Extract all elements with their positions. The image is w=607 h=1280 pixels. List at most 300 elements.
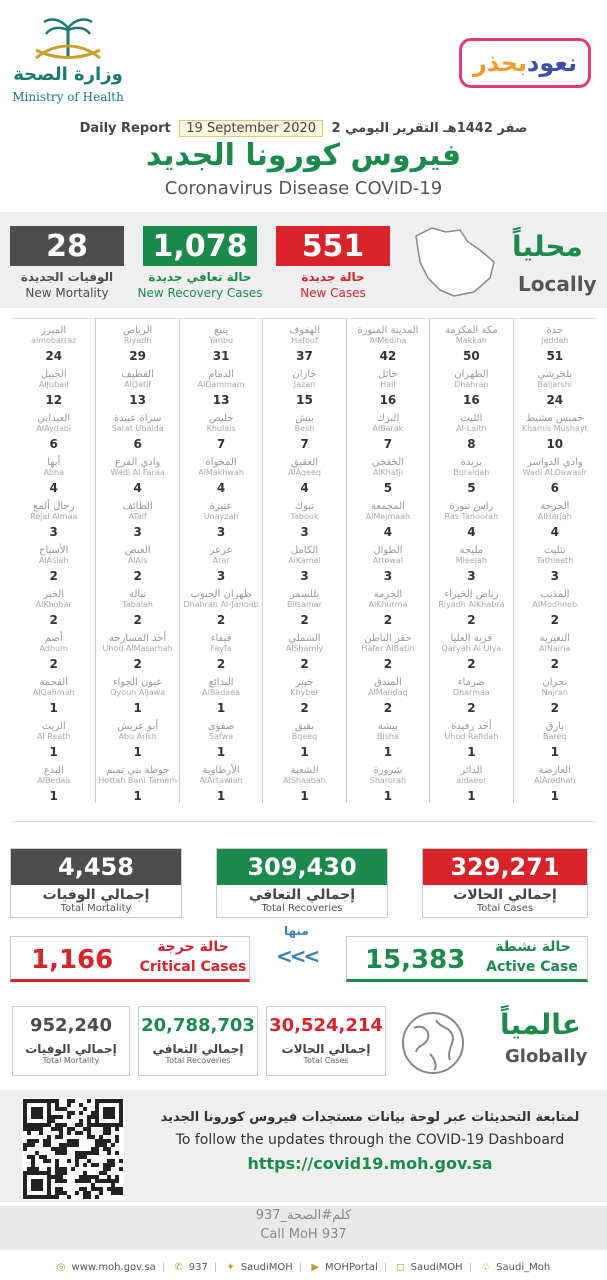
new-cases-value: 551 bbox=[276, 226, 390, 266]
total-cases-label-ar: إجمالي الحالات bbox=[453, 887, 557, 903]
city-name-ar: المدينة المنورة bbox=[357, 325, 419, 336]
city-case-count: 24 bbox=[45, 349, 63, 363]
city-case-count: 2 bbox=[383, 701, 393, 715]
city-cell bbox=[95, 715, 178, 759]
city-name-ar: الخرمة bbox=[373, 589, 403, 600]
arrows-icon: <<< bbox=[276, 944, 318, 968]
city-case-count: 1 bbox=[133, 745, 142, 759]
city-name-ar: شرورة bbox=[373, 765, 403, 776]
dashboard-link[interactable]: https://covid19.moh.gov.sa bbox=[247, 1154, 493, 1173]
city-cell bbox=[12, 715, 95, 759]
global-recoveries-label-en: Total Recoveries bbox=[165, 1056, 231, 1065]
city-name-en: Wadi Al Faraa bbox=[110, 468, 165, 477]
city-case-count: 50 bbox=[463, 349, 480, 363]
city-name-en: Hail bbox=[380, 380, 396, 389]
city-name-ar: عيون الجواء bbox=[112, 677, 163, 688]
city-name-en: Arar bbox=[212, 556, 230, 565]
city-case-count: 2 bbox=[383, 657, 393, 671]
city-cell bbox=[95, 759, 178, 803]
city-cell bbox=[346, 407, 429, 451]
city-name-en: Al Reath bbox=[36, 732, 71, 741]
city-cell bbox=[179, 539, 262, 583]
city-name-en: Rejal Almaa bbox=[30, 512, 78, 521]
city-name-ar: العيص bbox=[124, 545, 151, 556]
city-case-count: 13 bbox=[212, 393, 230, 407]
city-name-en: AlAqeeq bbox=[287, 468, 322, 477]
city-cell bbox=[346, 363, 429, 407]
twitter-icon: ✦ bbox=[226, 1262, 235, 1273]
city-cell bbox=[262, 627, 345, 671]
city-name-en: AlQahmah bbox=[32, 688, 75, 697]
city-cell bbox=[12, 451, 95, 495]
footer-snapchat[interactable]: Saudi_Moh bbox=[496, 1262, 551, 1273]
city-name-en: Oyoun AlJawa bbox=[110, 688, 166, 697]
city-cell bbox=[12, 627, 95, 671]
city-case-count: 7 bbox=[383, 437, 393, 451]
city-case-count: 37 bbox=[296, 349, 313, 363]
total-mortality-label-ar: إجمالي الوفيات bbox=[42, 887, 150, 903]
city-cell bbox=[346, 495, 429, 539]
city-cell bbox=[513, 627, 596, 671]
city-case-count: 15 bbox=[296, 393, 313, 407]
city-name-ar: المجمعة bbox=[370, 501, 405, 512]
city-case-count: 4 bbox=[49, 481, 58, 495]
badge-part-1: نعود bbox=[527, 49, 577, 77]
city-name-ar: العقيق bbox=[290, 457, 319, 468]
city-name-en: ATaif bbox=[128, 512, 147, 521]
city-name-en: AlArtawiah bbox=[199, 776, 243, 785]
city-name-ar: مليجة bbox=[459, 545, 484, 556]
total-recoveries-label-ar: إجمالي التعافي bbox=[248, 887, 356, 903]
globally-heading-ar: عالمياً bbox=[500, 1008, 581, 1041]
city-name-en: Jeddah bbox=[541, 336, 569, 345]
city-case-count: 1 bbox=[133, 789, 142, 803]
city-name-ar: رياض الخبراء bbox=[444, 589, 499, 600]
city-name-en: AlQatif bbox=[124, 380, 152, 389]
city-cell bbox=[95, 363, 178, 407]
new-cases-label-en: New Cases bbox=[300, 286, 366, 300]
city-name-en: AlBarak bbox=[372, 424, 404, 433]
footer-youtube[interactable]: MOHPortal bbox=[325, 1262, 378, 1273]
city-name-en: AlBadaea bbox=[202, 688, 241, 697]
city-name-ar: حوطة بني تميم bbox=[105, 765, 170, 776]
city-name-en: Yanbu bbox=[209, 336, 234, 345]
city-case-count: 2 bbox=[467, 613, 476, 627]
city-case-count: 5 bbox=[383, 481, 393, 495]
city-name-en: almobarraz bbox=[31, 336, 77, 345]
city-cell bbox=[262, 671, 345, 715]
city-name-ar: الحرجة bbox=[540, 501, 570, 512]
city-cell bbox=[513, 583, 596, 627]
city-case-count: 2 bbox=[133, 657, 142, 671]
footer-website[interactable]: www.moh.gov.sa bbox=[71, 1262, 156, 1273]
city-name-ar: جازان bbox=[292, 369, 317, 380]
city-case-count: 1 bbox=[133, 701, 142, 715]
city-cell bbox=[95, 319, 178, 363]
total-recoveries-value: 309,430 bbox=[217, 849, 387, 885]
city-name-ar: النعيرية bbox=[539, 633, 570, 644]
city-name-ar: ينبع bbox=[214, 325, 229, 336]
city-cell bbox=[346, 451, 429, 495]
city-case-count: 2 bbox=[300, 657, 309, 671]
city-case-count: 1 bbox=[550, 745, 559, 759]
report-ar: التقرير اليومي bbox=[345, 121, 439, 136]
active-cases-box bbox=[346, 936, 588, 982]
city-cell bbox=[262, 759, 345, 803]
dashboard-text-ar: لمتابعة التحديثات عبر لوحة بيانات مستجدات فيروس كورونا الجديد bbox=[160, 1110, 580, 1125]
city-case-count: 2 bbox=[383, 613, 393, 627]
city-cell bbox=[179, 583, 262, 627]
city-name-en: AlMedina bbox=[369, 336, 407, 345]
city-name-en: Tathleeth bbox=[536, 556, 574, 565]
total-cases-value: 329,271 bbox=[423, 849, 587, 885]
city-name-en: Hottah Bani Tamem bbox=[98, 776, 178, 785]
critical-cases-label-en: Critical Cases bbox=[139, 959, 247, 975]
city-name-en: AlHarjah bbox=[537, 512, 572, 521]
city-name-en: AlKhurma bbox=[368, 600, 408, 609]
city-cell bbox=[513, 495, 596, 539]
footer-phone[interactable]: 937 bbox=[188, 1262, 208, 1273]
city-case-count: 1 bbox=[300, 789, 309, 803]
city-case-count: 3 bbox=[300, 569, 309, 583]
city-name-en: Khyber bbox=[290, 688, 319, 697]
city-name-ar: الظهران bbox=[454, 369, 489, 380]
new-mortality-value: 28 bbox=[10, 226, 124, 266]
city-name-ar: الرياض bbox=[123, 325, 153, 336]
call-text-en: Call MoH 937 bbox=[260, 1227, 347, 1242]
total-recoveries-box bbox=[216, 848, 388, 918]
city-name-en: Fayfa bbox=[210, 644, 232, 653]
city-name-ar: سراة عبيدة bbox=[113, 413, 162, 424]
report-en: Daily Report bbox=[79, 121, 171, 136]
city-name-en: AlMajmaah bbox=[365, 512, 411, 521]
city-name-ar: بلجرشي bbox=[537, 369, 573, 380]
city-case-count: 1 bbox=[49, 745, 58, 759]
city-name-ar: القطيف bbox=[121, 369, 154, 380]
city-cell bbox=[179, 671, 262, 715]
city-case-count: 42 bbox=[379, 349, 397, 363]
city-case-count: 4 bbox=[133, 481, 142, 495]
city-name-en: Dhahran Al-Janoab bbox=[183, 600, 259, 609]
call-text-ar: كلم#الصحة_937 bbox=[255, 1208, 352, 1223]
city-case-count: 3 bbox=[300, 525, 309, 539]
city-cell bbox=[179, 495, 262, 539]
report-date: 19 September 2020 bbox=[179, 120, 323, 137]
palm-swords-icon bbox=[26, 14, 110, 64]
total-recoveries-label-en: Total Recoveries bbox=[261, 903, 343, 914]
active-cases-label-en: Active Case bbox=[486, 959, 578, 975]
city-name-ar: البرك bbox=[376, 413, 400, 424]
city-case-count: 5 bbox=[467, 481, 476, 495]
city-case-count: 6 bbox=[49, 437, 58, 451]
city-name-ar: المذنب bbox=[540, 589, 570, 600]
city-name-ar: بيشة bbox=[377, 721, 398, 732]
city-name-ar: ظهران الجنوب bbox=[190, 589, 252, 600]
city-case-count: 1 bbox=[49, 789, 58, 803]
city-case-count: 2 bbox=[133, 569, 142, 583]
daily-report-line bbox=[0, 120, 607, 137]
city-name-ar: تبوك bbox=[294, 501, 315, 512]
of-which-label: منها bbox=[284, 924, 309, 938]
critical-cases-value: 1,166 bbox=[31, 945, 114, 975]
city-cell bbox=[513, 671, 596, 715]
city-name-ar: الليث bbox=[460, 413, 483, 424]
city-name-en: Sarat Ubaida bbox=[111, 424, 164, 433]
city-name-en: Uhod AlMasarhah bbox=[102, 644, 173, 653]
city-case-count: 1 bbox=[300, 745, 309, 759]
city-name-en: Riyadh AlKhabra bbox=[438, 600, 505, 609]
city-name-en: Ras Tanoorah bbox=[444, 512, 499, 521]
city-name-ar: الشملي bbox=[288, 633, 321, 644]
city-case-count: 29 bbox=[129, 349, 146, 363]
city-name-ar: مكة المكرمة bbox=[444, 325, 498, 336]
city-cell bbox=[429, 451, 512, 495]
city-name-ar: عرعر bbox=[209, 545, 233, 556]
city-cell bbox=[513, 363, 596, 407]
city-cell bbox=[429, 671, 512, 715]
city-name-en: Tabouk bbox=[290, 512, 319, 521]
footer-instagram[interactable]: SaudiMOH bbox=[410, 1262, 463, 1273]
city-name-en: Hafouf bbox=[291, 336, 318, 345]
city-name-ar: حائل bbox=[378, 369, 398, 380]
city-name-ar: الجبيل bbox=[40, 369, 67, 380]
city-case-count: 1 bbox=[550, 789, 559, 803]
city-cell bbox=[12, 495, 95, 539]
city-name-en: AlShamly bbox=[285, 644, 324, 653]
city-cell bbox=[346, 319, 429, 363]
city-name-en: AlAis bbox=[127, 556, 148, 565]
global-mortality-label-en: Total Mortality bbox=[42, 1056, 100, 1065]
city-name-ar: تبالة bbox=[129, 589, 147, 600]
city-name-ar: أضم bbox=[44, 633, 63, 644]
city-case-count: 1 bbox=[467, 789, 476, 803]
city-name-en: Safwa bbox=[209, 732, 234, 741]
city-cell bbox=[346, 627, 429, 671]
city-cell bbox=[346, 539, 429, 583]
city-name-en: Unayzah bbox=[203, 512, 239, 521]
city-name-en: Riyadh bbox=[123, 336, 152, 345]
city-case-count: 3 bbox=[550, 569, 559, 583]
city-name-en: AlKhafji bbox=[372, 468, 404, 477]
city-cell bbox=[513, 451, 596, 495]
city-name-en: AlMandaq bbox=[368, 688, 408, 697]
city-case-count: 2 bbox=[550, 657, 559, 671]
city-name-ar: صفوى bbox=[207, 721, 235, 732]
city-name-en: Bllsamar bbox=[287, 600, 322, 609]
city-name-en: AlKhobar bbox=[35, 600, 72, 609]
city-name-en: Baljarshi bbox=[537, 380, 573, 389]
city-name-ar: المندق bbox=[374, 677, 402, 688]
city-name-en: AlDammam bbox=[197, 380, 245, 389]
city-cell bbox=[12, 319, 95, 363]
city-case-count: 2 bbox=[216, 657, 226, 671]
city-name-ar: ضرماء bbox=[457, 677, 485, 688]
city-case-count: 1 bbox=[383, 745, 393, 759]
city-cases-grid bbox=[12, 318, 596, 822]
active-cases-label-ar: حالة نشطة bbox=[495, 939, 571, 955]
city-case-count: 2 bbox=[467, 657, 476, 671]
web-icon: ◎ bbox=[56, 1262, 66, 1273]
phone-icon: ✆ bbox=[174, 1262, 183, 1273]
city-name-en: AlAredhah bbox=[534, 776, 576, 785]
city-name-ar: عنيزة bbox=[209, 501, 233, 512]
snapchat-icon: ♧ bbox=[481, 1262, 491, 1273]
city-case-count: 2 bbox=[49, 613, 58, 627]
city-name-en: AlMakhwah bbox=[198, 468, 244, 477]
city-name-ar: أبو عريش bbox=[117, 721, 159, 732]
globe-icon bbox=[400, 1010, 466, 1076]
city-cell bbox=[262, 715, 345, 759]
city-name-ar: الطائف bbox=[122, 501, 153, 512]
new-recovery-label-ar: حالة تعافي جديدة bbox=[148, 270, 252, 284]
city-name-en: Sharorah bbox=[369, 776, 407, 785]
city-cell bbox=[262, 539, 345, 583]
city-cell bbox=[513, 715, 596, 759]
critical-cases-label-ar: حالة حرجة bbox=[157, 939, 229, 955]
city-name-en: Bqeeq bbox=[291, 732, 318, 741]
city-name-en: Khamis Mushayt bbox=[521, 424, 588, 433]
city-cell bbox=[429, 759, 512, 803]
city-cell bbox=[179, 451, 262, 495]
city-case-count: 3 bbox=[133, 525, 142, 539]
instagram-icon: ◻ bbox=[396, 1262, 405, 1273]
city-case-count: 24 bbox=[546, 393, 564, 407]
city-case-count: 3 bbox=[383, 569, 393, 583]
city-case-count: 3 bbox=[49, 525, 58, 539]
city-case-count: 4 bbox=[550, 525, 559, 539]
city-name-ar: المخواة bbox=[205, 457, 237, 468]
city-case-count: 3 bbox=[216, 525, 226, 539]
city-case-count: 51 bbox=[546, 349, 564, 363]
global-mortality-box bbox=[12, 1006, 130, 1076]
city-case-count: 1 bbox=[383, 789, 393, 803]
city-case-count: 3 bbox=[467, 569, 476, 583]
city-name-ar: البدائع bbox=[208, 677, 234, 688]
city-name-en: Dharmaa bbox=[452, 688, 490, 697]
city-name-ar: وادي الفرع bbox=[114, 457, 161, 468]
city-name-ar: البدع bbox=[43, 765, 64, 776]
city-name-en: Khulais bbox=[206, 424, 236, 433]
city-name-en: Mleejah bbox=[455, 556, 487, 565]
total-mortality-value: 4,458 bbox=[11, 849, 181, 885]
city-case-count: 4 bbox=[216, 481, 226, 495]
city-name-en: AlShaabah bbox=[283, 776, 326, 785]
city-name-en: Qaryah Al Ulya bbox=[441, 644, 502, 653]
city-name-en: AlJubail bbox=[38, 380, 69, 389]
city-name-ar: بقيق bbox=[294, 721, 315, 732]
city-cell bbox=[262, 319, 345, 363]
city-case-count: 2 bbox=[49, 569, 58, 583]
city-cell bbox=[95, 495, 178, 539]
city-cell bbox=[513, 759, 596, 803]
city-name-ar: الشعبة bbox=[290, 765, 319, 776]
city-case-count: 2 bbox=[216, 613, 226, 627]
city-name-ar: أحد المسارحة bbox=[108, 633, 167, 644]
city-cell bbox=[179, 715, 262, 759]
city-name-en: Najran bbox=[541, 688, 568, 697]
city-cell bbox=[12, 407, 95, 451]
report-hijri: 2 صفر 1442هـ bbox=[331, 121, 528, 136]
city-name-en: aldaeer bbox=[456, 776, 487, 785]
city-name-ar: العيدابي bbox=[37, 413, 71, 424]
globally-heading-en: Globally bbox=[505, 1046, 588, 1067]
locally-heading-ar: محلياً bbox=[512, 230, 583, 263]
qr-code-icon[interactable] bbox=[22, 1098, 124, 1200]
city-case-count: 6 bbox=[133, 437, 142, 451]
moh-logo bbox=[8, 14, 128, 106]
city-name-ar: الدمام bbox=[208, 369, 234, 380]
city-name-en: Besh bbox=[294, 424, 315, 433]
global-recoveries-value: 20,788,703 bbox=[141, 1015, 255, 1036]
city-name-en: Hafer AlBatin bbox=[361, 644, 415, 653]
city-case-count: 7 bbox=[300, 437, 309, 451]
city-case-count: 16 bbox=[379, 393, 397, 407]
city-name-ar: الطوال bbox=[373, 545, 403, 556]
global-recoveries-label-ar: إجمالي التعافي bbox=[152, 1042, 244, 1056]
city-cell bbox=[262, 363, 345, 407]
city-cell bbox=[12, 583, 95, 627]
city-name-ar: الريث bbox=[41, 721, 66, 732]
city-name-ar: العارضة bbox=[538, 765, 571, 776]
new-mortality-label-ar: الوفيات الجديدة bbox=[20, 270, 114, 284]
city-cell bbox=[12, 759, 95, 803]
new-mortality-label-en: New Mortality bbox=[25, 286, 109, 300]
city-name-ar: وادي الدواسر bbox=[526, 457, 583, 468]
city-name-en: Abha bbox=[43, 468, 64, 477]
dashboard-text-en: To follow the updates through the COVID-19 Dashboard bbox=[175, 1132, 565, 1148]
city-name-ar: راس تنورة bbox=[449, 501, 494, 512]
new-recovery-label-en: New Recovery Cases bbox=[137, 286, 263, 300]
city-name-ar: خليص bbox=[208, 413, 234, 424]
city-name-en: AlBedaa bbox=[37, 776, 71, 785]
city-cell bbox=[513, 407, 596, 451]
city-name-en: Al-Laith bbox=[456, 424, 487, 433]
city-cell bbox=[95, 451, 178, 495]
locally-heading-en: Locally bbox=[518, 272, 597, 296]
city-cell bbox=[262, 451, 345, 495]
city-name-en: AlKamel bbox=[288, 556, 321, 565]
city-cell bbox=[12, 671, 95, 715]
city-case-count: 13 bbox=[129, 393, 146, 407]
footer-twitter[interactable]: SaudiMOH bbox=[240, 1262, 293, 1273]
city-cell bbox=[429, 627, 512, 671]
city-case-count: 2 bbox=[467, 701, 476, 715]
global-cases-label-ar: إجمالي الحالات bbox=[281, 1042, 371, 1056]
city-cell bbox=[429, 407, 512, 451]
city-cell bbox=[429, 363, 512, 407]
city-name-en: AlAsiah bbox=[38, 556, 69, 565]
city-cell bbox=[262, 495, 345, 539]
city-cell bbox=[12, 363, 95, 407]
city-name-ar: جدة bbox=[546, 325, 564, 336]
footer-contacts: ◎ www.moh.gov.sa | ✆ 937 | ✦ SaudiMOH | ▶ MOHPortal | ◻ SaudiMOH | ♧ Saudi_Moh bbox=[56, 1262, 551, 1273]
city-cell bbox=[429, 495, 512, 539]
new-cases-label-ar: حالة جديدة bbox=[301, 270, 365, 284]
active-cases-value: 15,383 bbox=[365, 945, 466, 975]
city-case-count: 2 bbox=[49, 657, 58, 671]
city-name-ar: الدائر bbox=[460, 765, 483, 776]
moh-name-en: Ministry of Health bbox=[12, 90, 124, 104]
city-name-ar: القحمة bbox=[39, 677, 68, 688]
city-case-count: 1 bbox=[216, 789, 226, 803]
city-case-count: 1 bbox=[467, 745, 476, 759]
city-name-ar: أبها bbox=[47, 457, 61, 468]
city-cell bbox=[262, 583, 345, 627]
city-case-count: 10 bbox=[546, 437, 564, 451]
city-name-ar: تثليث bbox=[543, 545, 566, 556]
city-name-en: Jazan bbox=[293, 380, 316, 389]
city-cell bbox=[346, 759, 429, 803]
